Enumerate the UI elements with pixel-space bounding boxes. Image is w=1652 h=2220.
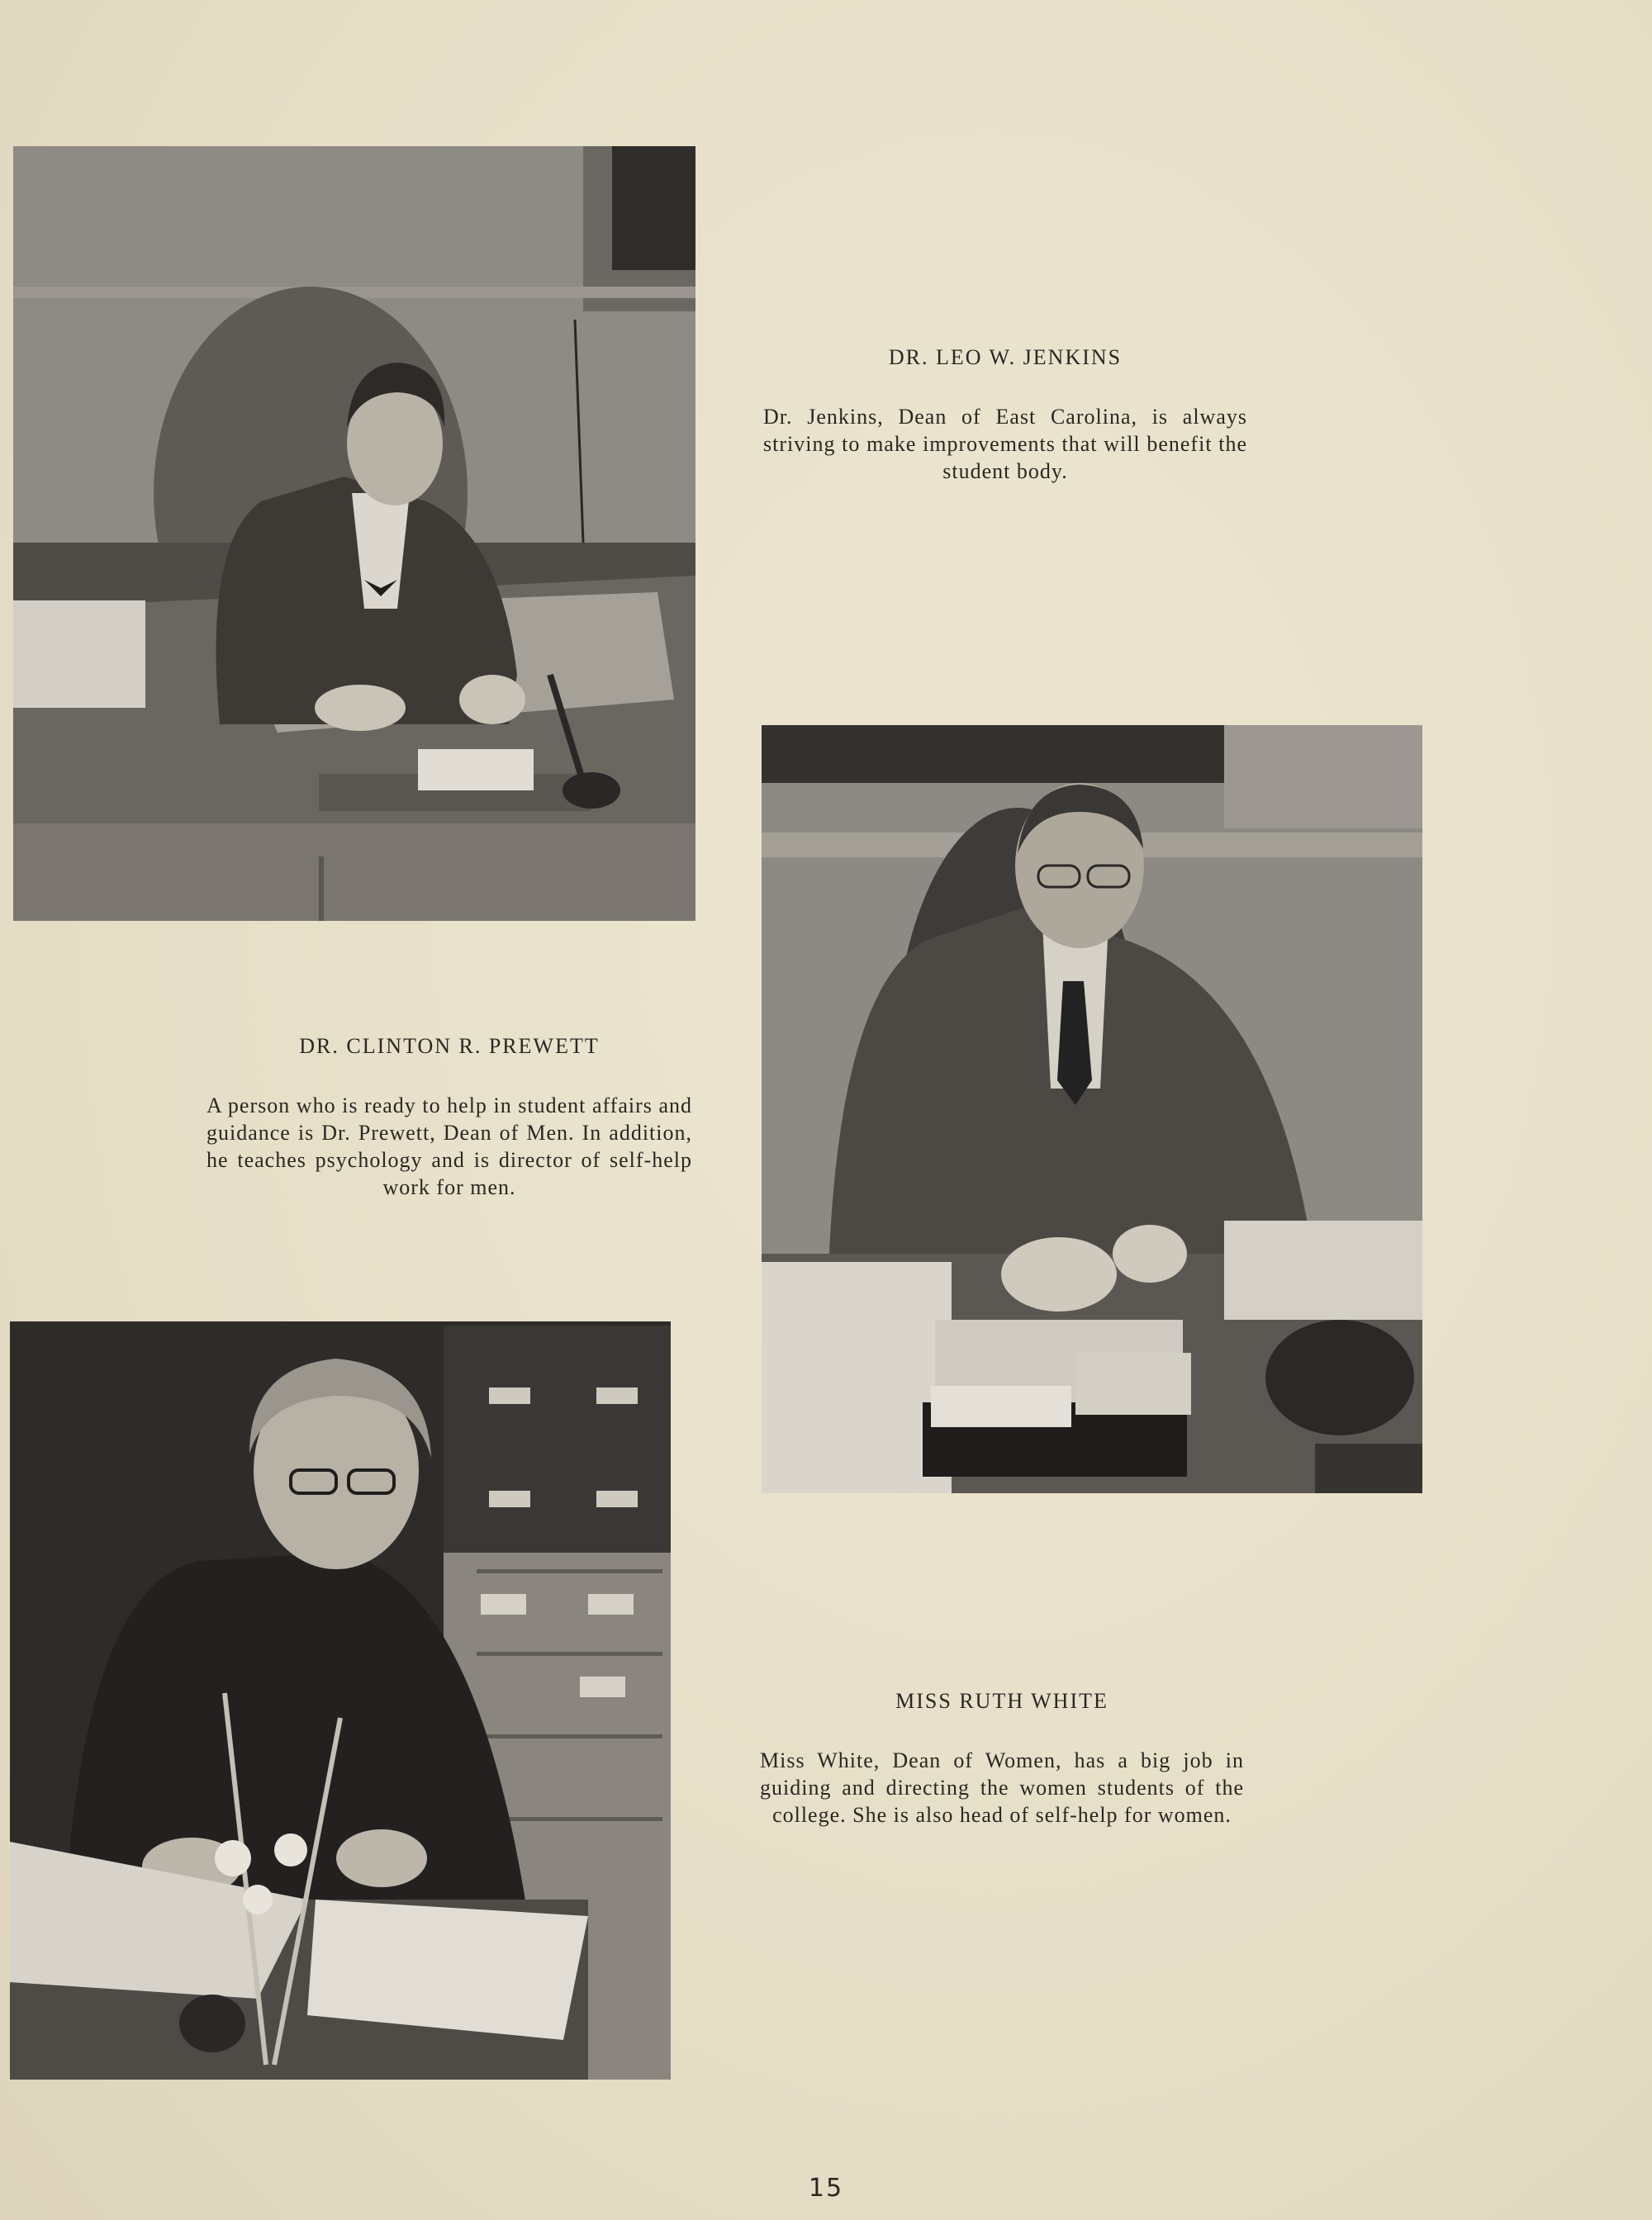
- page-number: 15: [808, 2174, 844, 2203]
- jenkins-photo-image: [13, 146, 695, 921]
- jenkins-caption: [763, 345, 1247, 485]
- prewett-photo: [762, 725, 1422, 1493]
- white-caption: [760, 1689, 1244, 1829]
- white-photo-image: [10, 1321, 671, 2080]
- white-name: MISS RUTH WHITE: [895, 1689, 1108, 1713]
- white-description: Miss White, Dean of Women, has a big job in guiding and directing the women students of the college. She is also head of self-help for women.: [760, 1748, 1244, 1827]
- prewett-caption: [206, 1034, 692, 1201]
- jenkins-description: Dr. Jenkins, Dean of East Carolina, is always striving to make improvements that will benefit the student body.: [763, 405, 1247, 483]
- white-photo: [10, 1321, 671, 2080]
- jenkins-photo: [13, 146, 695, 921]
- jenkins-name: DR. LEO W. JENKINS: [888, 345, 1123, 369]
- prewett-name: DR. CLINTON R. PREWETT: [299, 1034, 600, 1058]
- prewett-photo-image: [762, 725, 1422, 1493]
- prewett-description: A person who is ready to help in student affairs and guidance is Dr. Prewett, Dean of Men. In addition, he teaches psychology and is director of self-help work for men.: [206, 1093, 692, 1199]
